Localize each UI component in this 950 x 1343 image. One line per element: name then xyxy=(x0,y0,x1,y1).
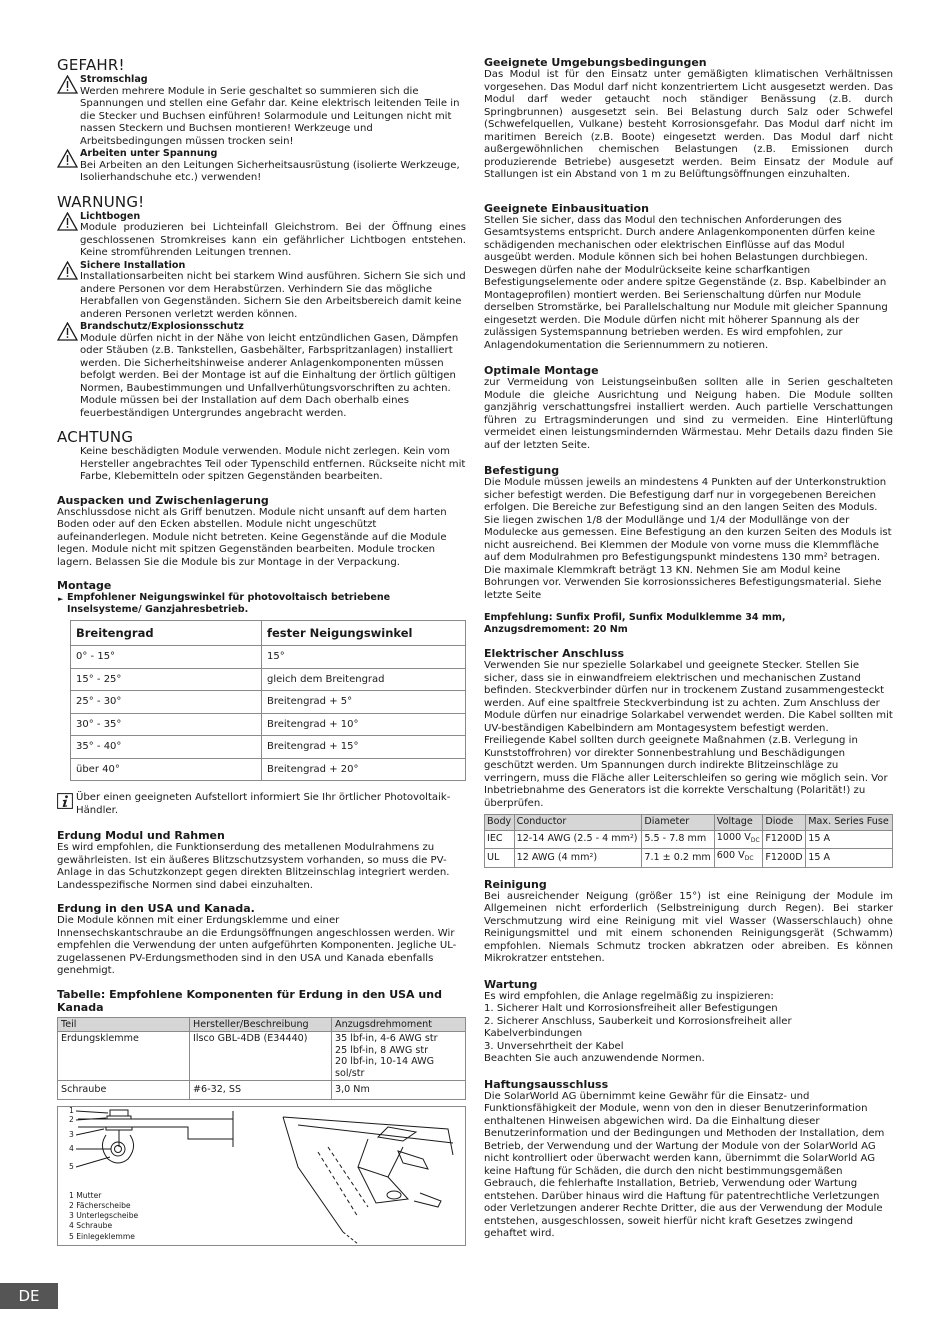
table-row xyxy=(485,849,893,868)
table-cell: 30° - 35° xyxy=(71,713,262,736)
table-cell: 12 AWG (4 mm²) xyxy=(514,849,642,868)
achtung-heading: ACHTUNG xyxy=(57,428,134,446)
table-cell: 7.1 ± 0.2 mm xyxy=(642,849,714,868)
table-row xyxy=(71,646,466,669)
table-cell xyxy=(332,1032,466,1081)
legend-item: 4 Schraube xyxy=(69,1221,113,1231)
info-note xyxy=(57,792,466,817)
callout-number: 1 xyxy=(69,1105,74,1115)
voltage-subscript: DC xyxy=(744,855,754,862)
elektrisch-heading: Elektrischer Anschluss xyxy=(484,647,625,660)
warning-text: Module produzieren bei Lichteinfall Gleichstrom. Bei der Öffnung eines geschlossenen Stromkreises kann ein gefährlicher Lichtbogen entstehen. Keine stromführenden Leitungen trennen. xyxy=(80,222,466,258)
table-header-cell: Body xyxy=(485,815,515,831)
voltage-value: 1000 V xyxy=(716,831,751,843)
table-cell: Erdungsklemme xyxy=(58,1032,190,1081)
voltage-value: 600 V xyxy=(716,850,745,861)
list-item: Es wird empfohlen, die Anlage regelmäßig zu inspizieren: xyxy=(484,990,774,1002)
auspacken-text: Anschlussdose nicht als Griff benutzen. Module nicht unsanft auf dem harten Boden oder auf den Ecken abstellen. Module nicht ungeschützt aufeinanderlegen. Module nicht betreten. Keine Gegenstände auf die Module legen. Module nicht mit spitzen Gegenständen bearbeiten. Module trocken lagern. Belassen Sie die Module bis zur Montage in der Verpackung. xyxy=(57,506,447,568)
table-cell: IEC xyxy=(485,830,515,849)
callout-number: 5 xyxy=(69,1161,74,1171)
table-row xyxy=(58,1032,466,1081)
grounding-clamp-figure xyxy=(57,1106,466,1246)
warning-title: Arbeiten unter Spannung xyxy=(80,148,218,159)
table-header-cell: Breitengrad xyxy=(71,621,262,646)
auspacken-heading: Auspacken und Zwischenlagerung xyxy=(57,493,269,507)
warning-stromschlag xyxy=(57,74,466,148)
torque-line: 25 lbf-in, 8 AWG str xyxy=(335,1044,429,1056)
einbau-text: Stellen Sie sicher, dass das Modul den technischen Anforderungen des Gesamtsystems entspricht. Durch andere Anlagenkomponenten dürfen keine schädigenden mechanischen oder elektrischen Einflüsse auf das Modul ausgeübt werden. Module können sich bei hohen Belastungen durchbiegen. Deswegen dürfen nahe der Modulrückseite keine scharfkantigen Befestigungselemente oder andere spitze Gegenstände (z. Bsp. Kabelbinder an Montageprofilen) montiert werden. Bei Serienschaltung dürfen nur Module derselben Stromstärke, bei Parallelschaltung nur Module mit gleicher Spannung eingesetzt werden. Die Module dürfen nicht mit höherer Spannung als der zulässigen Systemspannung betrieben werden. Es wird empfohlen, zur Anlagendokumentation die Seriennummern zu notieren. xyxy=(484,214,888,351)
right-column xyxy=(484,56,893,1241)
table-header-cell: Teil xyxy=(58,1017,190,1032)
warning-title: Sichere Installation xyxy=(80,259,186,271)
warning-text: Installationsarbeiten nicht bei starkem Wind ausführen. Sichern Sie sich und andere Personen vor dem Herabstürzen. Verhindern Sie das mögliche Herabfallen von Gegenständen. Sichern Sie den Arbeitsbereich damit keine anderen Personen verletzt werden können. xyxy=(80,271,466,320)
warning-triangle-icon xyxy=(57,149,78,168)
table-header-cell: Conductor xyxy=(514,815,642,831)
warning-title: Brandschutz/Explosionsschutz xyxy=(80,321,244,332)
table-cell: #6-32, SS xyxy=(190,1081,332,1100)
table-header-cell: Diode xyxy=(763,815,806,831)
table-row xyxy=(71,758,466,781)
warning-triangle-icon xyxy=(57,75,78,94)
warning-triangle-icon xyxy=(57,322,78,341)
table-row xyxy=(485,830,893,849)
table-cell: Breitengrad + 20° xyxy=(262,758,466,781)
legend-item: 1 Mutter xyxy=(69,1190,102,1200)
warning-triangle-icon xyxy=(57,261,78,280)
elektrisch-text: Verwenden Sie nur spezielle Solarkabel und geeignete Stecker. Stellen Sie sicher, dass sie in einwandfreiem elektrischen und mechanischen Zustand befinden. Steckverbinder dürfen nur in trockenem Zustand zusammengesteckt werden. Auf eine spaltfreie Steckverbindung ist zu achten. Zum Anschluss der Module dürfen nur einadrige Solarkabel verwendet werden. Die Kabel sollten mit UV-beständigen Kabelbindern am Montagesystem befestigt werden. Freiliegende Kabel sollten durch geeignete Maßnahmen (z.B. Verlegung in Kunststoffrohren) vor direkter Sonnenbestrahlung und Beschädigungen geschützt werden. Um Spannungen durch indirekte Blitzeinschläge zu verringern, muss die Fläche aller Leiterschleifen so gering wie möglich sein. Vor Inbetriebnahme des Generators ist die korrekte Verschaltung (Polarität!) zu überprüfen. xyxy=(484,660,893,809)
montage-bullet-text: Empfohlener Neigungswinkel für photovoltaisch betriebene Inselsysteme/ Ganzjahresbetrieb. xyxy=(67,592,391,615)
umgebung-heading: Geeignete Umgebungsbedingungen xyxy=(484,56,707,69)
table-cell: 25° - 30° xyxy=(71,691,262,714)
table-cell: F1200D xyxy=(763,849,806,868)
list-item: 3. Unversehrtheit der Kabel xyxy=(484,1040,624,1052)
legend-item: 5 Einlegeklemme xyxy=(69,1231,135,1241)
table-header-cell: Max. Series Fuse xyxy=(806,815,893,831)
wartung-list xyxy=(484,991,893,1066)
table-header-row xyxy=(71,621,466,646)
list-item: 1. Sicherer Halt und Korrosionsfreiheit aller Befestigungen xyxy=(484,1003,778,1014)
befestigung-recommendation: Empfehlung: Sunfix Profil, Sunfix Modulklemme 34 mm, Anzugsdremoment: 20 Nm xyxy=(484,612,786,635)
legend-item: 2 Fächerscheibe xyxy=(69,1200,131,1210)
warning-arbeiten-unter-spannung xyxy=(57,148,466,185)
table-cell: gleich dem Breitengrad xyxy=(262,668,466,691)
list-item: 2. Sicherer Anschluss, Sauberkeit und Korrosionsfreiheit aller Kabelverbindungen xyxy=(484,1015,792,1039)
warning-title: Lichtbogen xyxy=(80,210,141,222)
gefahr-heading: GEFAHR! xyxy=(57,56,125,74)
wartung-heading: Wartung xyxy=(484,977,538,991)
figure-legend xyxy=(69,1191,138,1242)
montage-bullet xyxy=(57,592,466,615)
torque-line: 35 lbf-in, 4-6 AWG str xyxy=(335,1033,438,1044)
callout-number: 3 xyxy=(69,1129,74,1139)
table-cell: Breitengrad + 10° xyxy=(262,713,466,736)
warning-text: Module dürfen nicht in der Nähe von leicht entzündlichen Gasen, Dämpfen oder Stäuben (z.B. Tankstellen, Gasbehälter, Farbspritzanlagen) installiert werden. Die Sicherheitshinweise anderer Anlagenkomponenten müssen befolgt werden. Bei der Montage ist auf die Einhaltung der örtlich gültigen Normen, Baubestimmungen und Unfallverhütungsvorschriften zu achten. Module müssen bei der Installation auf dem Dach oberhalb eines feuerbeständigen Untergrundes angebracht werden. xyxy=(80,332,459,419)
callout-number: 4 xyxy=(69,1143,74,1153)
erdung-usa-text: Die Module können mit einer Erdungsklemme und einer Innensechskantschraube an die Erdungsöffnungen angeschlossen werden. Wir empfehlen die Verwendung der unten aufgeführten Komponenten. Jegliche UL-zugelassenen PV-Erdungsmethoden sind in den USA und Kanada ebenfalls genehmigt. xyxy=(57,915,457,976)
info-icon xyxy=(57,793,73,809)
reinigung-text: Bei ausreichender Neigung (größer 15°) ist eine Reinigung der Module im Allgemeinen nicht erforderlich (Selbstreinigung durch Regen). Bei starker Verschmutzung wird eine Reinigung mit viel Wasser (Wasserschlauch) ohne Reinigungsmittel und mit einem schonenden Reinigungsgerät (Schwamm) empfohlen. Niemals Schmutz trocken abkratzen oder abreiben. Es können Mikrokratzer entstehen. xyxy=(484,890,893,964)
table-row xyxy=(71,736,466,759)
cable-spec-table xyxy=(484,814,893,868)
table-row xyxy=(71,713,466,736)
grounding-table-title: Tabelle: Empfohlene Komponenten für Erdung in den USA und Kanada xyxy=(57,987,442,1014)
erdung-text: Es wird empfohlen, die Funktionserdung des metallenen Modulrahmens zu gewährleisten. Ist ein äußeres Blitzschutzsystem vorhanden, so muss die PV-Anlage in das Schutzkonzept gegen direkten Blitzeinschlag integriert werden. Landesspezifische Normen sind dabei einzuhalten. xyxy=(57,842,450,891)
erdung-heading: Erdung Modul und Rahmen xyxy=(57,829,225,842)
torque-line: 20 lbf-in, 10-14 AWG sol/str xyxy=(335,1056,435,1079)
table-cell: 15 A xyxy=(806,849,893,868)
table-header-cell: Diameter xyxy=(642,815,714,831)
warning-sichere-installation xyxy=(57,260,466,322)
erdung-usa-heading: Erdung in den USA und Kanada. xyxy=(57,902,255,915)
table-cell: 15° xyxy=(262,646,466,669)
table-header-cell: fester Neigungswinkel xyxy=(262,621,466,646)
table-cell: 15° - 25° xyxy=(71,668,262,691)
einbau-heading: Geeignete Einbausituation xyxy=(484,201,649,215)
list-item: Beachten Sie auch anzuwendende Normen. xyxy=(484,1053,705,1064)
table-row xyxy=(71,691,466,714)
befestigung-heading: Befestigung xyxy=(484,464,560,477)
bullet-arrow-icon: ► xyxy=(58,595,64,603)
optimal-text: zur Vermeidung von Leistungseinbußen sollten alle in Serien geschalteten Module die gleiche Ausrichtung und Neigung haben. Die Module sollten ganzjährig verschattungsfrei installiert werden. Auch partielle Verschattungen führen zu Ertragsminderungen und sind zu vermeiden. Eine Hinterlüftung vermeidet einen leistungsmindernden Wärmestau. Mehr Details dazu finden Sie auf der letzten Seite. xyxy=(484,377,893,451)
table-cell: Schraube xyxy=(58,1081,190,1100)
montage-heading: Montage xyxy=(57,579,112,592)
reinigung-heading: Reinigung xyxy=(484,877,547,891)
warning-brandschutz xyxy=(57,321,466,420)
table-header-row xyxy=(58,1017,466,1032)
table-header-cell: Anzugsdrehmoment xyxy=(332,1017,466,1032)
table-cell xyxy=(714,849,763,868)
table-header-cell: Hersteller/Beschreibung xyxy=(190,1017,332,1032)
table-cell: Breitengrad + 5° xyxy=(262,691,466,714)
legend-item: 3 Unterlegscheibe xyxy=(69,1211,139,1221)
optimal-heading: Optimale Montage xyxy=(484,364,599,377)
warning-triangle-icon xyxy=(57,212,78,231)
warnung-heading: WARNUNG! xyxy=(57,192,145,211)
haftung-text: Die SolarWorld AG übernimmt keine Gewähr für die Einsatz- und Funktionsfähigkeit der Module, wenn von den in dieser Benutzerinformation enthaltenen Hinweisen abgewichen wird. Da die Einhaltung dieser Benutzerinformation und der Bedingungen und Methoden der Installation, dem Betrieb, der Verwendung und der Wartung der Module von der SolarWorld AG nicht kontrolliert oder überwacht werden kann, übernimmt die SolarWorld AG keine Haftung für Schäden, die durch den nicht bestimmungsgemäßen Gebrauch, die fehlerhafte Installation, Betrieb, Verwendung oder Wartung entstehen. Darüber hinaus wird die Haftung für patentrechtliche Verletzungen oder Verletzungen anderer Rechte Dritter, die aus der Verwendung der Module entstehen, ausgeschlossen, soweit hierfür nicht kraft Gesetzes zwingend gehaftet wird. xyxy=(484,1090,885,1239)
table-row xyxy=(58,1081,466,1100)
language-badge: DE xyxy=(0,1283,58,1309)
table-header-row xyxy=(485,815,893,831)
table-header-cell: Voltage xyxy=(714,815,763,831)
callout-number: 2 xyxy=(69,1114,74,1124)
table-cell: über 40° xyxy=(71,758,262,781)
tilt-angle-table xyxy=(70,620,466,781)
table-cell: 35° - 40° xyxy=(71,736,262,759)
table-cell: UL xyxy=(485,849,515,868)
haftung-heading: Haftungsausschluss xyxy=(484,1077,609,1091)
table-cell: 3,0 Nm xyxy=(332,1081,466,1100)
umgebung-text: Das Modul ist für den Einsatz unter gemäßigten klimatischen Verhältnissen vorgesehen. Das Modul darf nicht konzentriertem Licht ausgesetzt werden. Das Modul darf weder getaucht noch ständiger Benässung (z.B. durch Springbrunnen) ausgesetzt sein. Bei Belastung durch Salz oder Schwefel (Schwefelquellen, Vulkane) besteht Korrosionsgefahr. Das Modul darf nicht im maritimen Bereich (z.B. Boote) eingesetzt werden. Das Modul darf nicht außergewöhnlichen chemischen Belastungen (z.B. Emissionen durch produzierende Betriebe) ausgesetzt werden. Beim Einsatz der Module auf Stallungen ist ein Abstand von 1 m zu Belüftungsöffnungen einzuhalten. xyxy=(484,69,893,180)
table-row xyxy=(71,668,466,691)
table-cell: F1200D xyxy=(763,830,806,849)
warning-lichtbogen xyxy=(57,211,466,260)
warning-text: Bei Arbeiten an den Leitungen Sicherheitsausrüstung (isolierte Werkzeuge, Isolierhandschuhe etc.) verwenden! xyxy=(80,159,460,183)
voltage-subscript: DC xyxy=(750,836,760,844)
table-cell: Breitengrad + 15° xyxy=(262,736,466,759)
table-cell: 0° - 15° xyxy=(71,646,262,669)
table-cell: Ilsco GBL-4DB (E34440) xyxy=(190,1032,332,1081)
table-cell xyxy=(714,830,763,849)
left-column xyxy=(57,56,466,1246)
warning-text: Werden mehrere Module in Serie geschaltet so summieren sich die Spannungen und stellen eine Gefahr dar. Keine elektrisch leitenden Teile in die Stecker und Buchsen einführen! Solarmodule und Leitungen nicht mit nassen Steckern und Buchsen montieren! Werkzeuge und Arbeitsbedingungen müssen trocken sein! xyxy=(80,85,460,147)
table-cell: 12-14 AWG (2.5 - 4 mm²) xyxy=(514,830,642,849)
befestigung-text: Die Module müssen jeweils an mindestens 4 Punkten auf der Unterkonstruktion sicher befestigt werden. Die Befestigung darf nur in vorgegebenen Bereichen erfolgen. Die Bereiche zur Befestigung sind an den langen Seiten des Moduls. Sie liegen zwischen 1/8 der Modullänge und 1/4 der Modullänge von der Modulecke aus gemessen. Eine Befestigung an den kurzen Seiten des Moduls ist nicht ausreichend. Bei Klemmen der Module von vorne muss die Klemmfläche auf dem Modulrahmen pro Befestigungspunkt mindestens 130 mm² betragen. Die maximale Klemmkraft beträgt 13 KN. Nehmen Sie am Modul keine Bohrungen vor. Verwenden Sie korrosionssicheres Befestigungsmaterial. Siehe letzte Seite xyxy=(484,477,892,601)
achtung-text: Keine beschädigten Module verwenden. Module nicht zerlegen. Kein vom Hersteller angebrachtes Teil oder Typenschild entfernen. Rückseite nicht mit Farbe, Klebemitteln oder spitzen Gegenständen bearbeiten. xyxy=(80,446,466,482)
warning-title: Stromschlag xyxy=(80,74,148,85)
table-cell: 15 A xyxy=(806,830,893,849)
info-text: Über einen geeigneten Aufstellort informiert Sie Ihr örtlicher Photovoltaik-Händler. xyxy=(76,792,451,816)
grounding-table xyxy=(57,1017,466,1100)
table-cell: 5.5 - 7.8 mm xyxy=(642,830,714,849)
